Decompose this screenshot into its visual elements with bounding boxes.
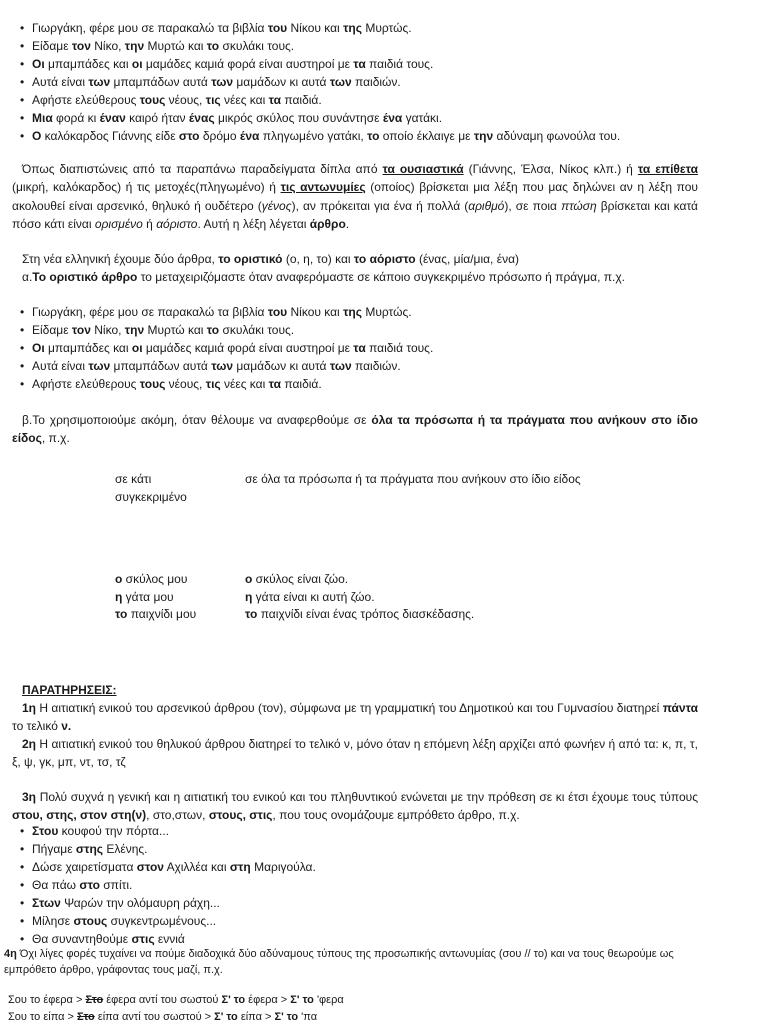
text-run: έναν bbox=[99, 111, 126, 125]
text-run: ένα bbox=[382, 111, 403, 125]
list-item bbox=[0, 127, 620, 145]
text-run: έφερα αντί του σωστού bbox=[103, 994, 222, 1006]
text-run: νέους, bbox=[165, 377, 206, 391]
text-run: αριθμό bbox=[468, 198, 505, 213]
note-3 bbox=[12, 788, 698, 825]
table-cell-all-of-kind bbox=[245, 605, 474, 623]
text-run: σκύλος είναι ζώο. bbox=[252, 572, 349, 586]
text-run: 'φερα bbox=[313, 994, 344, 1006]
text-run: τα bbox=[353, 57, 366, 71]
text-run: παιδιά τους. bbox=[365, 57, 434, 71]
text-run: στης bbox=[75, 842, 104, 856]
text-run: Θα συναντηθούμε bbox=[32, 932, 132, 946]
text-run: τα bbox=[268, 377, 282, 391]
note-4 bbox=[4, 946, 698, 978]
text-run: , π.χ. bbox=[41, 431, 70, 446]
text-run: παιδιά. bbox=[281, 377, 322, 391]
text-run: ένα bbox=[239, 129, 260, 143]
text-run: 1η bbox=[22, 701, 37, 715]
paragraph-beta bbox=[12, 411, 698, 448]
text-run: στη bbox=[229, 860, 251, 874]
text-run: τις bbox=[205, 93, 221, 107]
text-run: τα bbox=[268, 93, 282, 107]
list-item bbox=[0, 894, 316, 912]
example-list-1 bbox=[0, 19, 620, 145]
text-run: (οποίος) βρίσκεται μια λέξη που μας δηλώνει αν η λέξη που ακολουθεί είναι αρσενικό, θηλυκό ή ουδέτερο ( bbox=[12, 180, 698, 213]
text-run: Αφήστε ελεύθερους bbox=[32, 93, 140, 107]
text-run: παιδιά. bbox=[281, 93, 322, 107]
text-run: οι bbox=[131, 341, 143, 355]
text-run: Γιωργάκη, φέρε μου σε παρακαλώ τα βιβλία bbox=[32, 305, 268, 319]
text-run: έφερα > bbox=[245, 994, 291, 1006]
text-run: ή bbox=[142, 216, 157, 231]
text-run: πληγωμένο γατάκι, bbox=[259, 129, 368, 143]
text-run: Αυτά είναι bbox=[32, 359, 89, 373]
text-run: μπαμπάδων αυτά bbox=[110, 75, 212, 89]
list-item bbox=[0, 375, 433, 393]
text-run: την bbox=[124, 39, 145, 53]
text-run: 'πα bbox=[298, 1011, 318, 1023]
text-run: παιχνίδι μου bbox=[127, 607, 197, 621]
text-run: των bbox=[88, 75, 111, 89]
text-run: στον bbox=[136, 860, 164, 874]
text-run: Νίκου και bbox=[287, 21, 344, 35]
list-item bbox=[0, 912, 316, 930]
list-item bbox=[0, 73, 620, 91]
text-run: νέους, bbox=[165, 93, 206, 107]
text-run: Στη νέα ελληνική έχουμε δύο άρθρα, bbox=[22, 252, 219, 266]
text-run: άρθρο bbox=[309, 216, 346, 231]
text-run: α. bbox=[22, 270, 33, 284]
text-run: . bbox=[345, 216, 350, 231]
list-item bbox=[0, 339, 433, 357]
text-run: (ένας, μία/μια, ένα) bbox=[415, 252, 519, 266]
text-run: φορά κι bbox=[52, 111, 100, 125]
text-run: νέες και bbox=[220, 377, 269, 391]
text-run: μαμάδων κι αυτά bbox=[233, 359, 330, 373]
text-run: . Αυτή η λέξη λέγεται bbox=[197, 216, 310, 231]
text-run: οποίο έκλαιγε με bbox=[379, 129, 474, 143]
list-item bbox=[0, 37, 620, 55]
text-run: μπαμπάδες και bbox=[44, 341, 132, 355]
text-run: Πολύ συχνά η γενική και η αιτιατική του ενικού και του πληθυντικού ενώνεται με την πρόθεση σε κι έτσι έχουμε τους τύπους bbox=[36, 790, 698, 804]
notes-title: ΠΑΡΑΤΗΡΗΣΕΙΣ: bbox=[22, 683, 117, 697]
note-1 bbox=[12, 699, 698, 736]
text-run: καιρό ήταν bbox=[125, 111, 189, 125]
table-header-all-of-kind: σε όλα τα πρόσωπα ή τα πράγματα που ανήκουν στο ίδιο είδος bbox=[245, 472, 581, 486]
text-run: Όπως διαπιστώνεις από τα παραπάνω παραδείγματα δίπλα από bbox=[22, 162, 383, 176]
text-run: γάτα μου bbox=[122, 589, 174, 604]
text-run: Σ' το bbox=[290, 994, 314, 1006]
text-run: στους, στις bbox=[208, 808, 273, 823]
text-run: το bbox=[245, 607, 258, 621]
text-run: (ο, η, το) και bbox=[282, 252, 354, 266]
text-run: την bbox=[124, 323, 145, 337]
text-run: Σου το είπα > bbox=[8, 1011, 78, 1023]
text-run: Μυρτώς. bbox=[362, 305, 412, 319]
table-cell-specific bbox=[115, 570, 187, 588]
text-run: Γιωργάκη, φέρε μου σε παρακαλώ τα βιβλία bbox=[32, 21, 268, 35]
list-item bbox=[0, 55, 620, 73]
text-run: στο bbox=[178, 129, 200, 143]
table-header-specific: σε κάτι συγκεκριμένο bbox=[115, 472, 187, 504]
paragraph-definition bbox=[12, 160, 698, 233]
text-run: ο bbox=[245, 572, 253, 586]
text-run: δρόμο bbox=[199, 129, 240, 143]
text-run: ένας bbox=[188, 111, 215, 125]
text-run: του bbox=[267, 305, 288, 319]
text-run: 4η bbox=[4, 948, 17, 960]
text-run: Οι bbox=[32, 341, 45, 355]
list-item bbox=[0, 822, 316, 840]
list-item bbox=[0, 840, 316, 858]
text-run: Μίλησε bbox=[32, 914, 74, 928]
table-cell-all-of-kind bbox=[245, 588, 375, 606]
text-run: Νίκο, bbox=[90, 39, 125, 53]
text-run: το μεταχειριζόμαστε όταν αναφερόμαστε σε κάποιο συγκεκριμένο πρόσωπο ή πράγμα, π.χ. bbox=[137, 270, 625, 284]
text-run: Είδαμε bbox=[32, 39, 72, 53]
note-2 bbox=[12, 735, 698, 772]
text-run: βρίσκεται και κατά πόσο κάτι είναι bbox=[12, 198, 698, 231]
text-run: εννιά bbox=[154, 932, 185, 946]
text-run: Η αιτιατική ενικού του αρσενικού άρθρου (τον), σύμφωνα με τη γραμματική του Δημοτικού και του Γυμνασίου διατηρεί bbox=[36, 701, 663, 715]
text-run: γάτα είναι κι αυτή ζώο. bbox=[252, 589, 375, 604]
text-run: Μυρτώ και bbox=[144, 323, 207, 337]
text-run: το bbox=[206, 323, 220, 337]
text-run: μπαμπάδες και bbox=[44, 57, 132, 71]
text-run: μπαμπάδων αυτά bbox=[110, 359, 212, 373]
text-run: Νίκου και bbox=[287, 305, 344, 319]
text-run: των bbox=[211, 359, 234, 373]
table-cell-all-of-kind bbox=[245, 570, 348, 588]
text-run: τον bbox=[71, 323, 91, 337]
list-item bbox=[0, 19, 620, 37]
text-run: μαμάδες καμιά φορά είναι αυστηροί με bbox=[142, 57, 354, 71]
text-run: Μαριγούλα. bbox=[250, 860, 316, 874]
text-run: στου, στης, στον στη(ν) bbox=[12, 808, 147, 823]
text-run: Το οριστικό άρθρο bbox=[32, 270, 138, 284]
text-run: Θα πάω bbox=[32, 878, 80, 892]
text-run: Σ' το bbox=[221, 994, 246, 1006]
text-run: των bbox=[211, 75, 234, 89]
text-run: των bbox=[88, 359, 111, 373]
text-run: γένος bbox=[261, 198, 292, 213]
text-run: Αφήστε ελεύθερους bbox=[32, 377, 140, 391]
text-run: Στο bbox=[85, 994, 104, 1006]
list-item bbox=[0, 321, 433, 339]
text-run: παιδιών. bbox=[351, 359, 401, 373]
text-run: Σου το έφερα > bbox=[8, 994, 86, 1006]
text-run: τις bbox=[205, 377, 221, 391]
text-run: ), σε ποια bbox=[504, 198, 562, 213]
text-run: είπα αντί του σωστού > bbox=[94, 1011, 215, 1023]
text-run: το οριστικό bbox=[218, 252, 283, 266]
text-run: τα επίθετα bbox=[637, 162, 698, 176]
text-run: Είδαμε bbox=[32, 323, 72, 337]
text-run: μικρός σκύλος που συνάντησε bbox=[214, 111, 383, 125]
text-run: τις αντωνυμίες bbox=[280, 180, 366, 195]
example-list-3 bbox=[0, 822, 316, 948]
text-run: στο bbox=[79, 878, 100, 892]
text-run: παιδιών. bbox=[351, 75, 401, 89]
text-run: Νίκο, bbox=[90, 323, 125, 337]
text-run: (μικρή, καλόκαρδος) ή τις μετοχές(πληγωμένο) ή bbox=[12, 180, 281, 195]
text-run: ), αν πρόκειται για ένα ή πολλά ( bbox=[291, 198, 469, 213]
table-cell-specific bbox=[115, 588, 174, 606]
text-run: τα bbox=[353, 341, 366, 355]
text-run: γατάκι. bbox=[402, 111, 443, 125]
text-run: της bbox=[343, 21, 362, 35]
text-run: Οι bbox=[32, 57, 45, 71]
line-two-articles bbox=[22, 250, 519, 268]
text-run: τους bbox=[139, 377, 166, 391]
line-definite-article-alpha bbox=[22, 268, 625, 286]
text-run: τους bbox=[139, 93, 166, 107]
text-run: Η αιτιατική ενικού του θηλυκού άρθρου διατηρεί το τελικό ν, μόνο όταν η επόμενη λέξη αρχίζει από φωνήεν ή από τα: κ, π, τ, ξ, ψ, γκ, μπ, ντ, τσ, τζ bbox=[12, 737, 698, 770]
text-run: Αυτά είναι bbox=[32, 75, 89, 89]
text-run: η bbox=[245, 589, 253, 604]
example-list-2 bbox=[0, 303, 433, 393]
text-run: Στου bbox=[32, 824, 59, 838]
list-item bbox=[0, 109, 620, 127]
text-run: η bbox=[115, 589, 123, 604]
text-run: οι bbox=[131, 57, 143, 71]
text-run: ν. bbox=[61, 719, 72, 734]
text-run: το bbox=[206, 39, 220, 53]
text-run: πάντα bbox=[662, 701, 698, 715]
text-run: β.Το χρησιμοποιούμε ακόμη, όταν θέλουμε να αναφερθούμε σε bbox=[22, 413, 372, 427]
text-run: σπίτι. bbox=[99, 878, 133, 892]
example-sou-to-eipa bbox=[8, 1008, 317, 1026]
text-run: το αόριστο bbox=[353, 252, 416, 266]
text-run: , στο,στων, bbox=[146, 808, 209, 823]
text-run: , που τους ονομάζουμε εμπρόθετο άρθρο, π.χ. bbox=[272, 808, 520, 823]
text-run: την bbox=[473, 129, 494, 143]
text-run: Δώσε χαιρετίσματα bbox=[32, 860, 137, 874]
text-run: κουφού την πόρτα... bbox=[58, 824, 169, 838]
list-item bbox=[0, 303, 433, 321]
text-run: του bbox=[267, 21, 288, 35]
text-run: Ψαρών την ολόμαυρη ράχη... bbox=[60, 896, 220, 910]
text-run: Μια bbox=[32, 111, 53, 125]
text-run: σκυλάκι τους. bbox=[219, 39, 295, 53]
text-run: Στων bbox=[32, 896, 61, 910]
text-run: Σ' το bbox=[214, 1011, 238, 1023]
text-run: των bbox=[329, 75, 352, 89]
example-sou-to-efera bbox=[8, 991, 344, 1009]
text-run: όλα τα πρόσωπα ή τα πράγματα που ανήκουν στο ίδιο είδος bbox=[12, 413, 698, 446]
list-item bbox=[0, 858, 316, 876]
text-run: πτώση bbox=[561, 198, 597, 213]
text-run: σκύλος μου bbox=[122, 572, 188, 586]
text-run: Στο bbox=[77, 1011, 95, 1023]
list-item bbox=[0, 91, 620, 109]
text-run: Μυρτώ και bbox=[144, 39, 207, 53]
text-run: Ο bbox=[32, 129, 42, 143]
text-run: Αχιλλέα και bbox=[163, 860, 230, 874]
text-run: Όχι λίγες φορές τυχαίνει να πούμε διαδοχικά δύο αδύναμους τύπους της προσωπικής αντωνυμίας (σου // το) και να τους θεωρούμε ως εμπρόθετο άρθρο, γράφοντας τους μαζί, π.χ. bbox=[4, 948, 674, 976]
text-run: νέες και bbox=[220, 93, 269, 107]
text-run: μαμάδων κι αυτά bbox=[233, 75, 330, 89]
text-run: παιδιά τους. bbox=[365, 341, 434, 355]
text-run: τον bbox=[71, 39, 91, 53]
text-run: των bbox=[329, 359, 352, 373]
list-item bbox=[0, 876, 316, 894]
text-run: ο bbox=[115, 572, 123, 586]
text-run: της bbox=[343, 305, 362, 319]
text-run: το τελικό bbox=[12, 719, 62, 734]
text-run: Σ' το bbox=[274, 1011, 299, 1023]
text-run: τα ουσιαστικά bbox=[382, 162, 464, 176]
text-run: 3η bbox=[22, 790, 37, 804]
text-run: Πήγαμε bbox=[32, 842, 76, 856]
text-run: το bbox=[115, 607, 128, 621]
text-run: αδύναμη φωνούλα του. bbox=[493, 129, 621, 143]
text-run: είπα > bbox=[237, 1011, 275, 1023]
text-run: 2η bbox=[22, 737, 37, 751]
text-run: στους bbox=[73, 914, 108, 928]
text-run: στις bbox=[131, 932, 155, 946]
text-run: καλόκαρδος Γιάννης είδε bbox=[41, 129, 179, 143]
text-run: παιχνίδι είναι ένας τρόπος διασκέδασης. bbox=[257, 607, 475, 621]
text-run: (Γιάννης, Έλσα, Νίκος κλπ.) ή bbox=[463, 162, 638, 176]
text-run: αόριστο bbox=[156, 216, 198, 231]
text-run: το bbox=[367, 129, 380, 143]
text-run: ορισμένο bbox=[94, 216, 143, 231]
text-run: συγκεντρωμένους... bbox=[107, 914, 217, 928]
text-run: σκυλάκι τους. bbox=[219, 323, 295, 337]
text-run: Μυρτώς. bbox=[362, 21, 412, 35]
table-cell-specific bbox=[115, 605, 196, 623]
text-run: μαμάδες καμιά φορά είναι αυστηροί με bbox=[142, 341, 354, 355]
list-item bbox=[0, 357, 433, 375]
text-run: Ελένης. bbox=[103, 842, 148, 856]
